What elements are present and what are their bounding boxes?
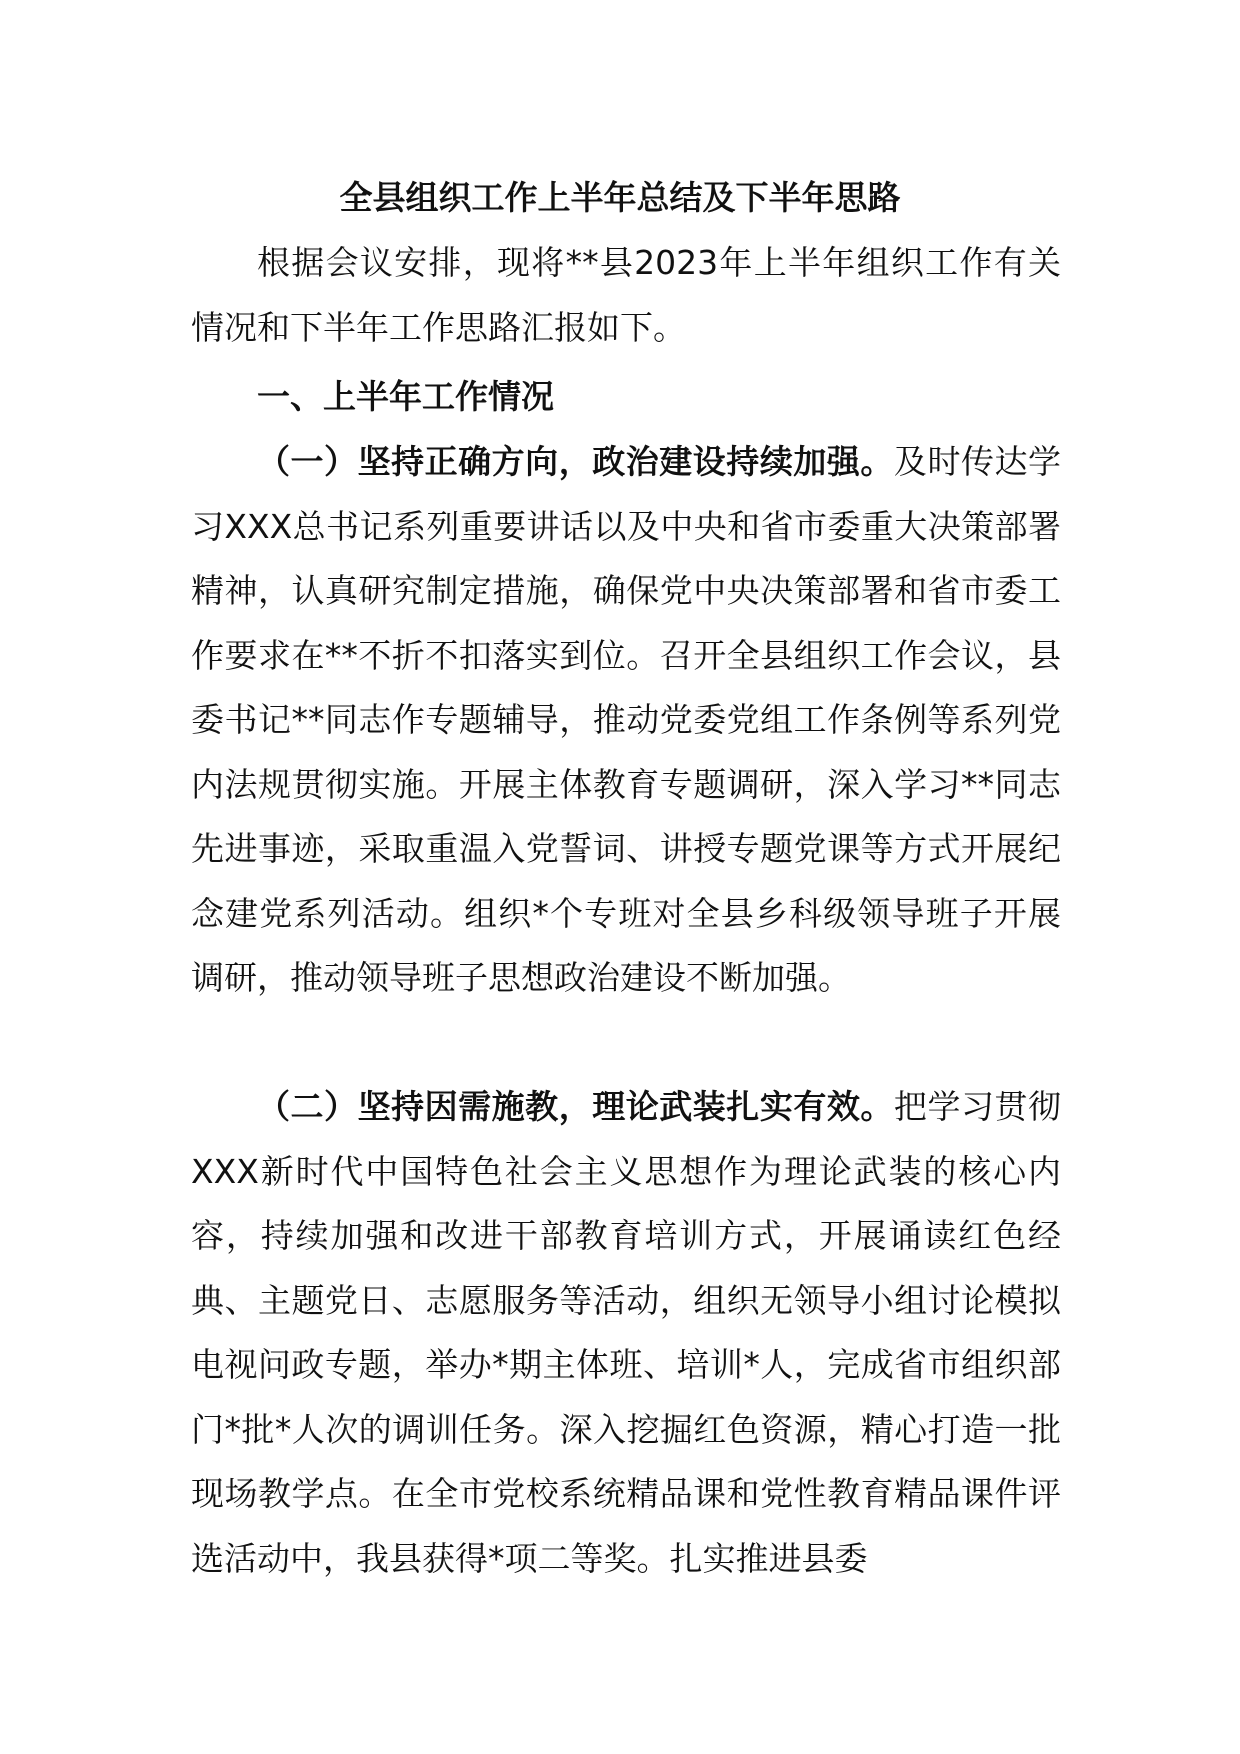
paragraph-one-block [191,430,1061,1011]
paragraph-lead: （二）坚持因需施教，理论武装扎实有效。 [257,1087,894,1126]
section-heading: 一、上半年工作情况 [257,377,554,416]
document-title: 全县组织工作上半年总结及下半年思路 [339,178,901,217]
paragraph-text: 及时传达学习XXX总书记系列重要讲话以及中央和省市委重大决策部署精神，认真研究制定措施，确保党中央决策部署和省市委工作要求在**不折不扣落实到位。召开全县组织工作会议，县委书记**同志作专题辅导，推动党委党组工作条例等系列党内法规贯彻实施。开展主体教育专题调研，深入学习**同志先进事迹，采取重温入党誓词、讲授专题党课等方式开展纪念建党系列活动。组织*个专班对全县乡科级领导班子开展调研，推动领导班子思想政治建设不断加强。 [191,442,1062,997]
body-paragraph [191,430,1061,1011]
intro-paragraph: 根据会议安排，现将**县2023年上半年组织工作有关情况和下半年工作思路汇报如下。 [191,243,1061,347]
paragraph-two-block [191,1075,1061,1591]
body-paragraph [191,1075,1061,1591]
paragraph-lead: （一）坚持正确方向，政治建设持续加强。 [257,442,894,481]
paragraph-text: 把学习贯彻XXX新时代中国特色社会主义思想作为理论武装的核心内容，持续加强和改进干部教育培训方式，开展诵读红色经典、主题党日、志愿服务等活动，组织无领导小组讨论模拟电视问政专题，举办*期主体班、培训*人，完成省市组织部门*批*人次的调训任务。深入挖掘红色资源，精心打造一批现场教学点。在全市党校系统精品课和党性教育精品课件评选活动中，我县获得*项二等奖。扎实推进县委 [191,1087,1062,1578]
section-one-heading-block [191,365,1061,430]
intro-paragraph-block [191,231,1061,360]
